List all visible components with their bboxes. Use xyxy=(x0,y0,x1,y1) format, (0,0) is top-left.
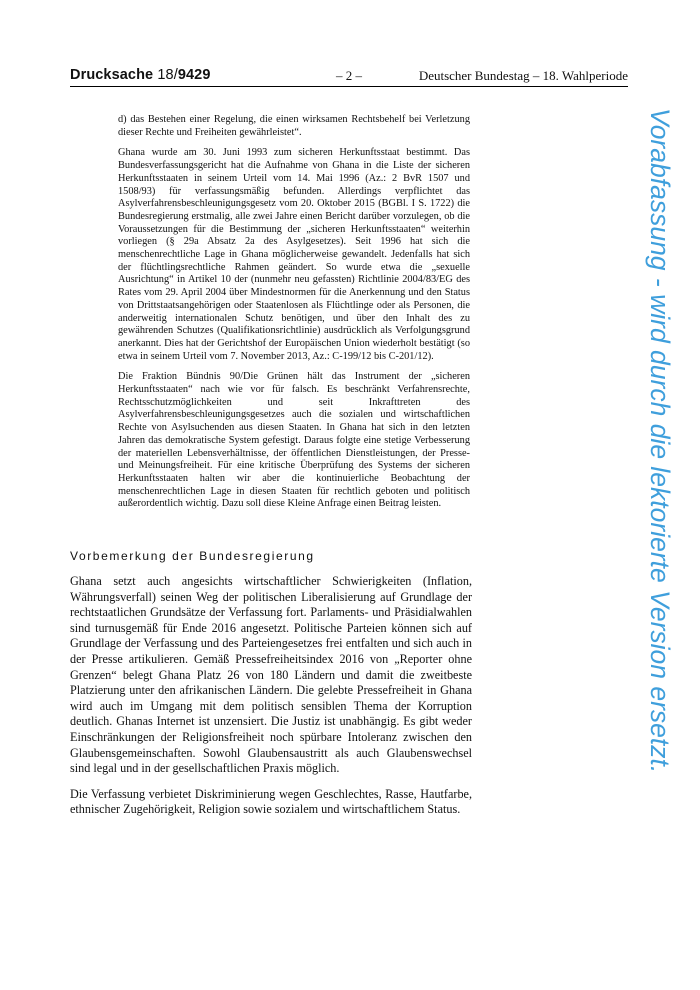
page-number: – 2 – xyxy=(336,68,362,83)
main-text-block xyxy=(70,574,472,828)
main-paragraph: Ghana setzt auch angesichts wirtschaftlicher Schwierigkeiten (Inflation, Währungsverfall) seinen Weg der politischen Liberalisierung auf Grundlage der rechtstaatlichen Grundsätze der Verfassung fort. Parlaments- und Präsidialwahlen sind turnusgemäß für Ende 2016 angesetzt. Politische Parteien können sich auf Grundlage der Verfassung und des Parteiengesetzes frei entfalten und sich auch in der Presse artikulieren. Gemäß Pressefreiheitsindex 2016 von „Reporter ohne Grenzen“ belegt Ghana Platz 26 von 180 Ländern und damit die zweitbeste Platzierung unter den afrikanischen Ländern. Die gelebte Pressefreiheit in Ghana wird auch im Umgang mit dem politisch sensiblen Thema der Korruption deutlich. Ghanas Internet ist unzensiert. Die Justiz ist unabhängig. Es gibt weder Einschränkungen der Religionsfreiheit noch spürbare Intoleranz zwischen den Glaubensgemeinschaften. Sowohl Glaubensaustritt als auch Glaubenswechsel sind legal und in der gesellschaftlichen Praxis möglich. xyxy=(70,574,472,776)
intro-paragraph: d) das Bestehen einer Regelung, die einen wirksamen Rechtsbehelf bei Verletzung dieser Rechte und Freiheiten gewährleistet“. xyxy=(118,114,470,138)
page-header xyxy=(70,66,628,87)
main-paragraph: Die Verfassung verbietet Diskriminierung wegen Geschlechtes, Rasse, Hautfarbe, ethnischer Zugehörigkeit, Religion sowie sozialem und wirtschaftlichem Status. xyxy=(70,786,472,817)
publisher-label: Deutscher Bundestag – 18. Wahlperiode xyxy=(418,68,628,83)
doc-number-prefix: 18/ xyxy=(157,67,178,83)
intro-paragraph: Ghana wurde am 30. Juni 1993 zum sicheren Herkunftsstaat bestimmt. Das Bundesverfassungsgericht hat die Aufnahme von Ghana in die Liste der sicheren Herkunftsstaaten in seinem Urteil vom 14. Mai 1996 (Az.: 2 BvR 1507 und 1508/93) für verfassungsmäßig befunden. Allerdings verpflichtet das Asylverfahrensbeschleunigungsgesetz vom 20. Oktober 2015 (BGBl. I S. 1722) die Bundesregierung erstmalig, alle zwei Jahre einen Bericht darüber vorzulegen, ob die Voraussetzungen für die Bestimmung der „sicheren Herkunftsstaaten“ weiterhin vorliegen (§ 29a Absatz 2a des Asylgesetzes). Seit 1996 hat sich die menschenrechtliche Lage in Ghana möglicherweise gewandelt. Jedenfalls hat sich der flüchtlingsrechtliche Rahmen geändert. So wurde etwa die „sexuelle Ausrichtung“ in Artikel 10 der (nunmehr neu gefassten) Richtlinie 2004/83/EG des Rates vom 29. April 2004 über Mindestnormen für die Anerkennung und den Status von Drittstaatsangehörigen oder Staatenlosen als Flüchtlinge oder als Personen, die anderweitig internationalen Schutz benötigen, und über den Inhalt des zu gewährenden Schutzes (Qualifikationsrichtlinie) ausdrücklich als Verfolgungsgrund anerkannt. Dies hat der Gerichtshof der Europäischen Union wiederholt bestätigt (so etwa in seinem Urteil vom 7. November 2013, Az.: C-199/12 bis C-201/12). xyxy=(118,147,470,362)
intro-text-block xyxy=(118,114,470,519)
draft-watermark: Vorabfassung - wird durch die lektorierte Version ersetzt. xyxy=(645,108,675,774)
intro-paragraph: Die Fraktion Bündnis 90/Die Grünen hält das Instrument der „sicheren Herkunftsstaaten“ nach wie vor für falsch. Es beschränkt Verfahrensrechte, Rechtsschutzmöglichkeiten und seit Inkrafttreten des Asylverfahrensbeschleunigungsgesetzes auch die sozialen und wirtschaftlichen Rechte von Asylsuchenden aus diesen Staaten. In Ghana hat sich in den letzten Jahren das demokratische System gefestigt. Daraus folgte eine stetige Verbesserung der materiellen Lebensverhältnisse, der öffentlichen Dienstleistungen, der Presse- und Meinungsfreiheit. Für eine kritische Überprüfung des Systems der sicheren Herkunftsstaaten halten wir aber die kontinuierliche Beobachtung der menschenrechtlichen Lage in diesen Staaten für rechtlich geboten und politisch außerordentlich wichtig. Dazu soll diese Kleine Anfrage einen Beitrag leisten. xyxy=(118,371,470,510)
doc-number: 9429 xyxy=(177,67,211,83)
section-title: Vorbemerkung der Bundesregierung xyxy=(70,549,315,563)
doc-label: Drucksache xyxy=(70,67,154,83)
